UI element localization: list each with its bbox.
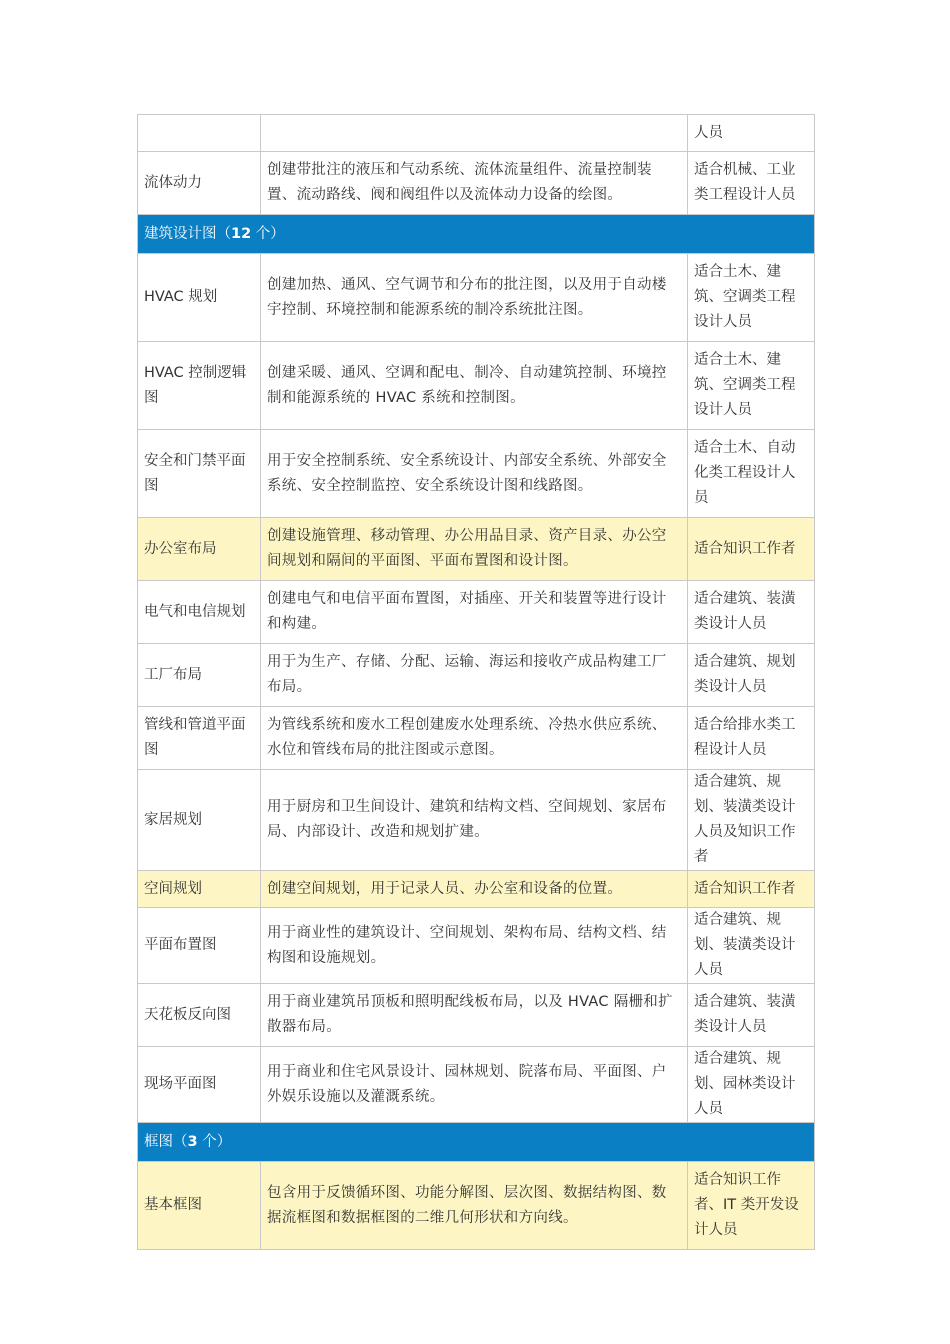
section-label: 框图（ (144, 1133, 188, 1150)
target-user-cell: 适合土木、自动化类工程设计人员 (688, 430, 815, 518)
target-user-cell: 适合机械、工业类工程设计人员 (688, 152, 815, 215)
type-desc-cell: 为管线系统和废水工程创建废水处理系统、冷热水供应系统、水位和管线布局的批注图或示意图。 (261, 707, 688, 770)
type-desc-cell: 创建空间规划，用于记录人员、办公室和设备的位置。 (261, 871, 688, 908)
type-name-cell (138, 115, 261, 152)
table-row (138, 430, 815, 518)
table-row (138, 644, 815, 707)
target-user-cell: 适合土木、建筑、空调类工程设计人员 (688, 342, 815, 430)
table-row (138, 1162, 815, 1250)
section-unit: 个） (251, 225, 285, 242)
target-user-cell: 适合土木、建筑、空调类工程设计人员 (688, 254, 815, 342)
type-name-cell: 办公室布局 (138, 518, 261, 581)
section-header-architecture (138, 215, 815, 254)
target-user-cell: 适合给排水类工程设计人员 (688, 707, 815, 770)
table-row (138, 984, 815, 1047)
section-label: 建筑设计图（ (144, 225, 231, 242)
type-desc-cell: 创建设施管理、移动管理、办公用品目录、资产目录、办公空间规划和隔间的平面图、平面布置图和设计图。 (261, 518, 688, 581)
section-header-block-diagram (138, 1123, 815, 1162)
table-row (138, 342, 815, 430)
type-name-cell: 管线和管道平面图 (138, 707, 261, 770)
table-row (138, 581, 815, 644)
type-desc-cell: 创建电气和电信平面布置图，对插座、开关和装置等进行设计和构建。 (261, 581, 688, 644)
type-name-cell: 平面布置图 (138, 908, 261, 984)
table-row (138, 707, 815, 770)
target-user-cell: 适合建筑、规划、装潢类设计人员 (688, 908, 815, 984)
type-name-cell: HVAC 规划 (138, 254, 261, 342)
diagram-type-table (137, 114, 815, 1250)
type-desc-cell: 用于厨房和卫生间设计、建筑和结构文档、空间规划、家居布局、内部设计、改造和规划扩建。 (261, 770, 688, 871)
type-name-cell: 基本框图 (138, 1162, 261, 1250)
type-name-cell: 现场平面图 (138, 1047, 261, 1123)
table-row (138, 1047, 815, 1123)
type-desc-cell: 用于安全控制系统、安全系统设计、内部安全系统、外部安全系统、安全控制监控、安全系统设计图和线路图。 (261, 430, 688, 518)
type-desc-cell: 创建采暖、通风、空调和配电、制冷、自动建筑控制、环境控制和能源系统的 HVAC 系统和控制图。 (261, 342, 688, 430)
target-user-cell: 适合建筑、装潢类设计人员 (688, 581, 815, 644)
type-name-cell: 工厂布局 (138, 644, 261, 707)
section-unit: 个） (197, 1133, 232, 1150)
table-row (138, 115, 815, 152)
type-desc-cell: 用于商业和住宅风景设计、园林规划、院落布局、平面图、户外娱乐设施以及灌溉系统。 (261, 1047, 688, 1123)
table-row (138, 871, 815, 908)
type-name-cell: 天花板反向图 (138, 984, 261, 1047)
section-count: 3 (187, 1133, 198, 1150)
type-name-cell: 流体动力 (138, 152, 261, 215)
target-user-cell: 适合知识工作者 (688, 871, 815, 908)
table-row (138, 152, 815, 215)
target-user-cell: 适合建筑、规划、装潢类设计人员及知识工作者 (688, 770, 815, 871)
type-name-cell: 空间规划 (138, 871, 261, 908)
type-desc-cell: 创建加热、通风、空气调节和分布的批注图，以及用于自动楼宇控制、环境控制和能源系统的制冷系统批注图。 (261, 254, 688, 342)
target-user-cell: 适合知识工作者、IT 类开发设计人员 (688, 1162, 815, 1250)
table-row (138, 254, 815, 342)
type-name-cell: 家居规划 (138, 770, 261, 871)
table-row (138, 518, 815, 581)
type-desc-cell: 用于商业性的建筑设计、空间规划、架构布局、结构文档、结构图和设施规划。 (261, 908, 688, 984)
type-name-cell: HVAC 控制逻辑图 (138, 342, 261, 430)
target-user-cell: 适合建筑、规划类设计人员 (688, 644, 815, 707)
type-desc-cell (261, 115, 688, 152)
target-user-cell: 适合建筑、装潢类设计人员 (688, 984, 815, 1047)
target-user-cell: 人员 (688, 115, 815, 152)
type-name-cell: 电气和电信规划 (138, 581, 261, 644)
type-desc-cell: 用于为生产、存储、分配、运输、海运和接收产成品构建工厂布局。 (261, 644, 688, 707)
target-user-cell: 适合知识工作者 (688, 518, 815, 581)
type-desc-cell: 创建带批注的液压和气动系统、流体流量组件、流量控制装置、流动路线、阀和阀组件以及流体动力设备的绘图。 (261, 152, 688, 215)
target-user-cell: 适合建筑、规划、园林类设计人员 (688, 1047, 815, 1123)
type-desc-cell: 用于商业建筑吊顶板和照明配线板布局，以及 HVAC 隔栅和扩散器布局。 (261, 984, 688, 1047)
type-name-cell: 安全和门禁平面图 (138, 430, 261, 518)
table-row (138, 770, 815, 871)
type-desc-cell: 包含用于反馈循环图、功能分解图、层次图、数据结构图、数据流框图和数据框图的二维几何形状和方向线。 (261, 1162, 688, 1250)
table-row (138, 908, 815, 984)
section-count: 12 (231, 225, 252, 242)
